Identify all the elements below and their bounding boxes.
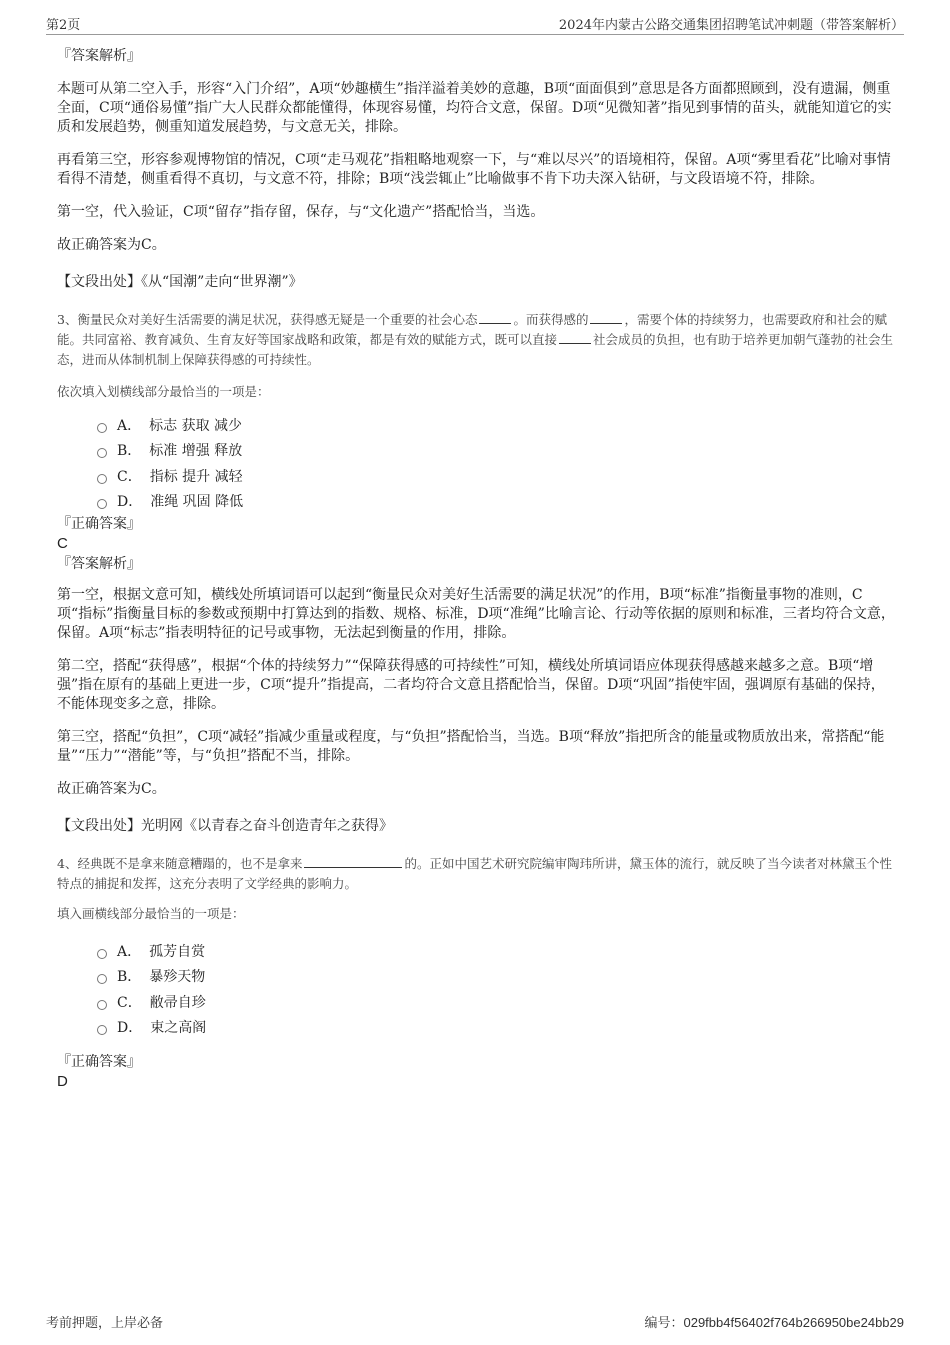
q4-correct-answer: D [57, 1073, 68, 1090]
serial-number: 029fbb4f56402f764b266950be24bb29 [683, 1315, 904, 1330]
q4-stem [57, 854, 897, 894]
q4-correct-label: 『正确答案』 [57, 1054, 141, 1070]
q3-blank-3 [559, 331, 591, 344]
radio-icon[interactable] [97, 974, 107, 984]
page-content [57, 46, 897, 1092]
q4-option-a[interactable]: A． 孤芳自赏 [97, 938, 897, 964]
q2-analysis-para1: 本题可从第二空入手，形容“入门介绍”，A项“妙趣横生”指洋溢着美妙的意趣，B项“面面俱到”意思是各方面都照顾到，没有遗漏，侧重全面，C项“通俗易懂”指广大人民群众都能懂得，体现容易懂，均符合文意，保留。D项“见微知著”指见到事情的苗头，就能知道它的实质和发展趋势，侧重知道发展趋势，与文意无关，排除。 [57, 81, 892, 135]
q4-prompt: 填入画横线部分最恰当的一项是： [57, 906, 245, 921]
q3-option-c[interactable]: C． 指标 提升 减轻 [97, 463, 897, 489]
q4-option-d[interactable]: D． 束之高阁 [97, 1015, 897, 1041]
radio-icon[interactable] [97, 499, 107, 509]
q3-options [97, 412, 897, 514]
q2-source: 【文段出处】《从“国潮”走向“世界潮”》 [57, 274, 303, 290]
page-header [46, 14, 904, 35]
q3-correct-label: 『正确答案』 [57, 516, 141, 532]
q3-stem [57, 310, 897, 370]
q3-option-a[interactable]: A． 标志 获取 减少 [97, 412, 897, 438]
q3-blank-1 [479, 311, 511, 324]
document-title: 2024年内蒙古公路交通集团招聘笔试冲刺题（带答案解析） [558, 18, 904, 33]
q3-option-b[interactable]: B． 标准 增强 释放 [97, 438, 897, 464]
radio-icon[interactable] [97, 423, 107, 433]
radio-icon[interactable] [97, 1025, 107, 1035]
document-serial [644, 1312, 904, 1331]
serial-label: 编号： [644, 1315, 684, 1330]
q4-blank [304, 855, 402, 868]
q3-analysis-para3: 第三空，搭配“负担”，C项“减轻”指减少重量或程度，与“负担”搭配恰当，当选。B项“释放”指把所含的能量或物质放出来，常搭配“能量”“压力”“潜能”等，与“负担”搭配不当，排除。 [57, 729, 885, 764]
q2-analysis-para2: 再看第三空，形容参观博物馆的情况，C项“走马观花”指粗略地观察一下，与“难以尽兴”的语境相符，保留。A项“雾里看花”比喻对事情看得不清楚，侧重看得不真切，与文意不符，排除；B项“浅尝辄止”比喻做事不肯下功夫深入钻研，与文段语境不符，排除。 [57, 152, 891, 187]
radio-icon[interactable] [97, 474, 107, 484]
q3-stem-part3: ，需要个体的持续努力，也需要政府和社会的赋能。共同富裕、教育减负、生育友好等国家战略和政策，都是有效的赋能方式，既可以直接 [57, 312, 887, 347]
q3-analysis-para2: 第二空，搭配“获得感”，根据“个体的持续努力”“保障获得感的可持续性”可知，横线处所填词语应体现获得感越来越多之意。B项“增强”指在原有的基础上更进一步，C项“提升”指提高，二者均符合文意且搭配恰当，保留。D项“巩固”指使牢固，强调原有基础的保持，不能体现变多之意，排除。 [57, 658, 885, 712]
q4-stem-part2: 的。正如中国艺术研究院编审陶玮所讲，黛玉体的流行，就反映了当今读者对林黛玉个性特点的捕捉和发挥，这充分表明了文学经典的影响力。 [57, 856, 892, 891]
q3-blank-2 [590, 311, 622, 324]
q3-option-d[interactable]: D． 准绳 巩固 降低 [97, 489, 897, 515]
q4-option-c[interactable]: C． 敝帚自珍 [97, 989, 897, 1015]
q3-stem-part1: 3、衡量民众对美好生活需要的满足状况，获得感无疑是一个重要的社会心态 [57, 312, 478, 327]
q4-stem-part1: 4、经典既不是拿来随意糟蹋的，也不是拿来 [57, 856, 303, 871]
q3-stem-part4: 社会成员的负担，也有助于培养更加朝气蓬勃的社会生态，进而从体制机制上保障获得感的可持续性。 [57, 332, 894, 367]
q2-analysis-label: 『答案解析』 [57, 48, 141, 64]
q3-correct-answer: C [57, 535, 68, 552]
radio-icon[interactable] [97, 1000, 107, 1010]
q3-analysis-para1: 第一空，根据文意可知，横线处所填词语可以起到“衡量民众对美好生活需要的满足状况”的作用，B项“标准”指衡量事物的准则，C项“指标”指衡量目标的参数或预期中打算达到的指数、规格、标准，D项“准绳”比喻言论、行动等依据的原则和标准，三者均符合文意，保留。A项“标志”指表明特征的记号或事物，无法起到衡量的作用，排除。 [57, 587, 895, 641]
q3-stem-part2: 。而获得感的 [513, 312, 589, 327]
q4-options [97, 938, 897, 1040]
q3-analysis-label: 『答案解析』 [57, 556, 141, 572]
radio-icon[interactable] [97, 949, 107, 959]
q3-answer-conclusion: 故正确答案为C。 [57, 781, 166, 797]
q3-source: 【文段出处】光明网《以青春之奋斗创造青年之获得》 [57, 818, 393, 834]
footer-slogan: 考前押题，上岸必备 [46, 1316, 164, 1331]
page-number: 第2页 [46, 18, 81, 33]
q2-answer-conclusion: 故正确答案为C。 [57, 237, 166, 253]
q2-analysis-para3: 第一空，代入验证，C项“留存”指存留，保存，与“文化遗产”搭配恰当，当选。 [57, 204, 545, 220]
q4-option-b[interactable]: B． 暴殄天物 [97, 964, 897, 990]
radio-icon[interactable] [97, 448, 107, 458]
q3-prompt: 依次填入划横线部分最恰当的一项是： [57, 384, 270, 399]
